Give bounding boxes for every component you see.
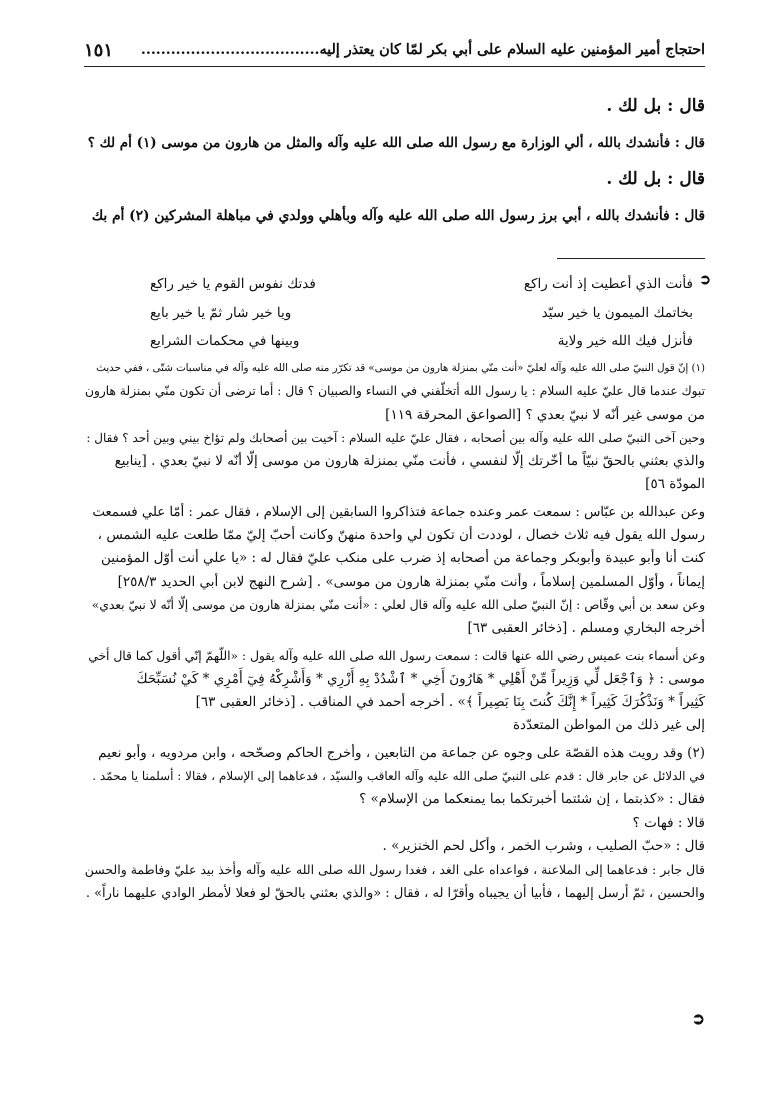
footnote-line: تبوك عندما قال عليّ عليه السلام : يا رسول الله أتخلّفني في النساء والصبيان ؟ قال : أما ترضى أن تكون منّي بمنزلة هارون <box>84 384 705 399</box>
main-line: قال : بل لك . <box>606 169 705 189</box>
footnote-line: إيماناً ، وأوّل المسلمين إسلاماً ، وأنت منّي بمنزلة هارون من موسى» . [شرح النهج لابن أبي الحديد ٢٥٨/٣] <box>117 573 705 590</box>
footnote-line: وعن سعد بن أبي وقّاص : إنّ النبيّ صلى الله عليه وآله قال لعلي : «أنت منّي بمنزلة هارون من موسى إلّا أنّه لا نبيّ بعدي» <box>91 597 705 612</box>
footnote-line: من موسى غير أنّه لا نبيّ بعدي ؟ [الصواعق المحرقة ١١٩] <box>385 406 705 423</box>
footnote-line: قالا : فهات ؟ <box>632 814 705 831</box>
poem-hemistich-right: فأنت الذي أعطيت إذ أنت راكع <box>523 276 693 293</box>
footnote-line: إلى غير ذلك من المواطن المتعدّدة <box>512 717 705 734</box>
footnote-line: (١) إنّ قول النبيّ صلى الله عليه وآله لعليّ «أنت منّي بمنزلة هارون من موسى» قد تكرّر منه صلى الله عليه وآله في مناسبات شتّى ، ففي حديث <box>96 362 705 374</box>
header-title: احتجاج أمير المؤمنين عليه السلام على أبي بكر لمّا كان يعتذر إليه.................................... <box>140 42 705 58</box>
footnote-line: رسول الله يقول فيه ثلاث خصال ، لوددت أن تكون لي واحدة منهنّ وكانت أحبّ إليّ ممّا طلعت عليه الشمس ، <box>97 527 705 544</box>
poem-hemistich-right: فأنزل فيك الله خير ولاية <box>557 333 693 350</box>
poem-hemistich-left: وبينها في محكمات الشرايع <box>150 333 300 350</box>
page-end-marker-icon: ➲ <box>691 1009 705 1028</box>
poem-hemistich-left: ويا خير شار ثمّ يا خير بايع <box>150 304 292 321</box>
footnote-line: موسى : ﴿ وَٱجْعَل لِّي وَزِيراً مِّنْ أَهْلِي * هَارُونَ أَخِي * ٱشْدُدْ بِهِ أَزْرِي * وَأَشْرِكْهُ فِيٓ أَمْرِي * كَيْ نُسَبِّحَكَ <box>136 670 705 687</box>
poem-row <box>150 299 693 328</box>
running-header <box>84 34 705 67</box>
poem-row <box>150 327 693 356</box>
poem-block <box>150 270 711 356</box>
main-text <box>84 88 705 234</box>
footnote-separator <box>557 258 705 259</box>
footnote-line: والحسين ، ثمّ أرسل إليهما ، فأبيا أن يجيباه وأقرّا له ، فقال : «والذي بعثني بالحقّ لو فعلا لأمطر الوادي عليهما ناراً» . <box>85 885 705 901</box>
footnote-line: أخرجه البخاري ومسلم . [ذخائر العقبى ٦٣] <box>467 620 705 637</box>
footnote-line: وحين آخى النبيّ صلى الله عليه وآله بين أصحابه ، فقال عليّ عليه السلام : آخيت بين أصحابك ولم تؤاخ بيني وبين أحد ؟ فقال : <box>86 430 705 445</box>
footnote-line: قال جابر : فدعاهما إلى الملاعنة ، فواعداه على الغد ، فغدا رسول الله صلى الله عليه وآله وأخذ بيد عليّ وفاطمة والحسن <box>84 862 705 878</box>
footnote-line: قال : «حبّ الصليب ، وشرب الخمر ، وأكل لحم الخنزير» . <box>382 837 705 854</box>
footnotes <box>84 357 705 905</box>
continuation-marker-icon: ➲ <box>699 272 711 288</box>
poem-hemistich-right: بخاتمك الميمون يا خير سيّد <box>541 304 693 321</box>
footnote-line: (٢) وقد رويت هذه القصّة على وجوه عن جماعة من التابعين ، وأخرج الحاكم وصحّحه ، وابن مردويه ، وأبو نعيم <box>98 744 705 761</box>
footnote-line: في الدلائل عن جابر قال : قدم على النبيّ صلى الله عليه وآله العاقب والسيّد ، فدعاهما إلى الإسلام ، فقالا : أسلمنا يا محمّد . <box>92 769 705 784</box>
poem-hemistich-left: فدتك نفوس القوم يا خير راكع <box>150 276 316 293</box>
main-line: قال : بل لك . <box>606 96 705 116</box>
footnote-line: فقال : «كذبتما ، إن شئتما أخبرتكما بما يمنعكما من الإسلام» ؟ <box>359 791 705 808</box>
poem-row <box>150 270 693 299</box>
footnote-line: كَثِيراً * وَنَذْكُرَكَ كَثِيراً * إِنَّكَ كُنتَ بِنَا بَصِيراً ﴾» . أخرجه أحمد في المناقب . [ذخائر العقبى ٦٣] <box>195 694 705 711</box>
footnote-line: وعن أسماء بنت عميس رضي الله عنها قالت : سمعت رسول الله صلى الله عليه وآله يقول : «اللّهمّ إنّي أقول كما قال أخي <box>88 648 705 663</box>
main-line: قال : فأنشدك بالله ، أبي برز رسول الله صلى الله عليه وآله وبأهلي وولدي في مباهلة المشركين (٢) أم بك <box>91 207 705 224</box>
footnote-line: والذي بعثني بالحقّ نبيّاً ما أخّرتك إلّا لنفسي ، فأنت منّي بمنزلة هارون من موسى إلّا أنّه لا نبيّ بعدي . [ينابيع <box>114 453 705 470</box>
footnote-line: وعن عبدالله بن عبّاس : سمعت عمر وعنده جماعة فتذاكروا السابقين إلى الإسلام ، فقال عمر : أمّا علي فسمعت <box>92 504 705 520</box>
footnote-line: المودّة ٥٦] <box>645 476 705 493</box>
page-number: ١٥١ <box>84 39 114 61</box>
main-line: قال : فأنشدك بالله ، ألي الوزارة مع رسول الله صلى الله عليه وآله والمثل من هارون من موسى (١) أم لك ؟ <box>87 134 705 151</box>
footnote-line: كنت أنا وأبو عبيدة وأبوبكر وجماعة من أصحابه إذ ضرب على منكب عليّ فقال له : «يا علي أنت أوّل المؤمنين <box>101 550 705 567</box>
